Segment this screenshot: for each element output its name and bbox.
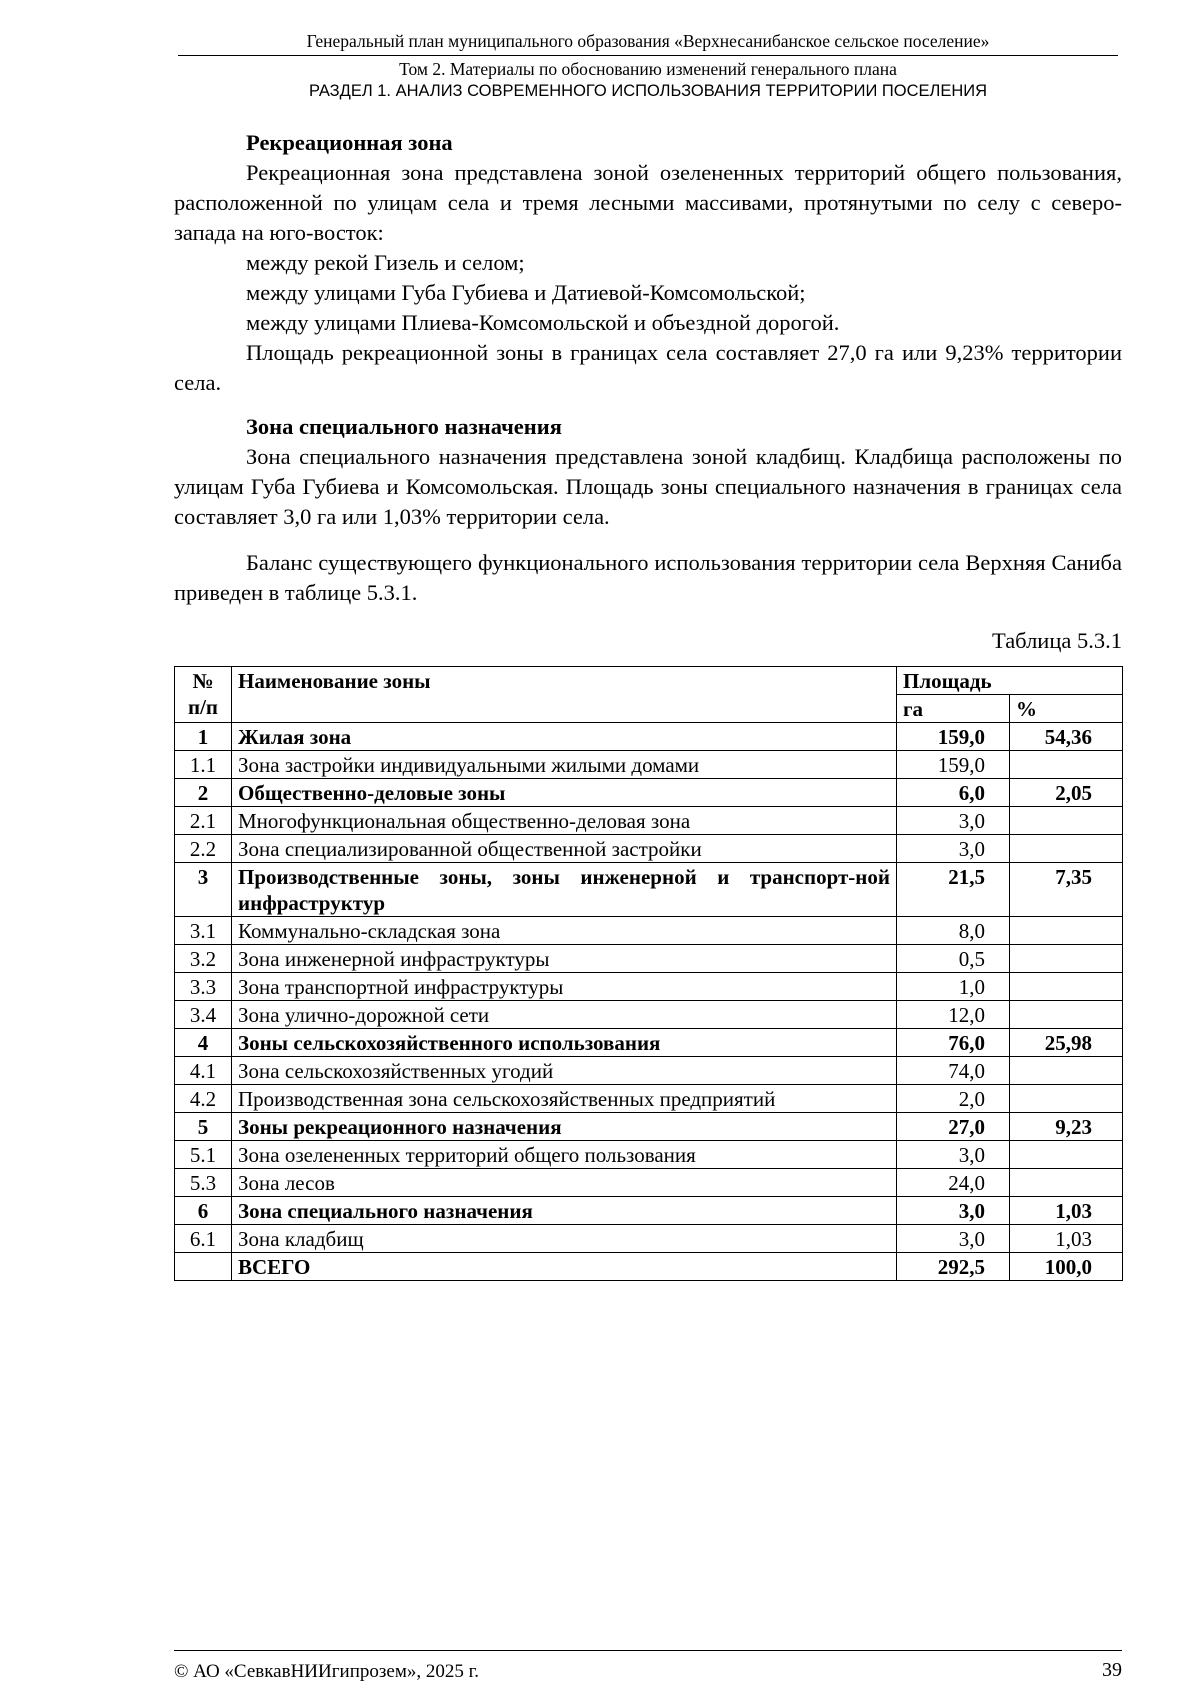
cell-num: 4: [175, 1029, 232, 1057]
cell-pct: 7,35: [1010, 863, 1123, 917]
cell-ha: 24,0: [897, 1169, 1010, 1197]
header-area: Площадь: [897, 667, 1123, 695]
balance-table: [174, 666, 1123, 1281]
table-row: [175, 1057, 1123, 1085]
header-divider: [178, 55, 1118, 56]
cell-num: 2.1: [175, 807, 232, 835]
table-row: [175, 779, 1123, 807]
cell-name: Производственная зона сельскохозяйственных предприятий: [232, 1085, 897, 1113]
table-row: [175, 945, 1123, 973]
table-row: [175, 1141, 1123, 1169]
header-ha: га: [897, 695, 1010, 723]
cell-ha: 8,0: [897, 917, 1010, 945]
cell-ha: 159,0: [897, 723, 1010, 751]
cell-ha: 159,0: [897, 751, 1010, 779]
cell-pct: [1010, 1001, 1123, 1029]
table-row: [175, 973, 1123, 1001]
cell-pct: [1010, 1057, 1123, 1085]
cell-name: Зоны рекреационного назначения: [232, 1113, 897, 1141]
table-row: [175, 807, 1123, 835]
cell-pct: 100,0: [1010, 1253, 1123, 1281]
cell-pct: [1010, 1085, 1123, 1113]
cell-ha: 2,0: [897, 1085, 1010, 1113]
footer-divider: [174, 1650, 1122, 1651]
recreation-item: между улицами Плиева-Комсомольской и объездной дорогой.: [246, 310, 840, 335]
table-row: [175, 1197, 1123, 1225]
table-row: [175, 1001, 1123, 1029]
cell-num: 1: [175, 723, 232, 751]
table-row: [175, 1225, 1123, 1253]
cell-num: 6: [175, 1197, 232, 1225]
cell-name: Зоны сельскохозяйственного использования: [232, 1029, 897, 1057]
cell-num: 5.3: [175, 1169, 232, 1197]
cell-num: 2: [175, 779, 232, 807]
cell-pct: [1010, 807, 1123, 835]
cell-ha: 3,0: [897, 807, 1010, 835]
cell-pct: [1010, 835, 1123, 863]
cell-pct: 1,03: [1010, 1197, 1123, 1225]
table-row: [175, 1029, 1123, 1057]
cell-ha: 6,0: [897, 779, 1010, 807]
cell-pct: [1010, 1169, 1123, 1197]
cell-num: 3.4: [175, 1001, 232, 1029]
cell-pct: [1010, 917, 1123, 945]
table-row: [175, 1169, 1123, 1197]
cell-num: 3.2: [175, 945, 232, 973]
cell-ha: 21,5: [897, 863, 1010, 917]
cell-name: ВСЕГО: [232, 1253, 897, 1281]
cell-num: 3: [175, 863, 232, 917]
cell-name: Жилая зона: [232, 723, 897, 751]
cell-ha: 27,0: [897, 1113, 1010, 1141]
balance-intro: Баланс существующего функционального использования территории села Верхняя Саниба приведен в таблице 5.3.1.: [174, 550, 1122, 605]
table-row: [175, 1253, 1123, 1281]
recreation-area: Площадь рекреационной зоны в границах села составляет 27,0 га или 9,23% территории села.: [174, 340, 1122, 395]
cell-name: Зона транспортной инфраструктуры: [232, 973, 897, 1001]
page-number: 39: [1102, 1659, 1122, 1681]
cell-pct: 1,03: [1010, 1225, 1123, 1253]
cell-name: Производственные зоны, зоны инженерной и транспорт-ной инфраструктур: [232, 863, 897, 917]
recreation-intro: Рекреационная зона представлена зоной озелененных территорий общего пользования, расположенной по улицам села и тремя лесными массивами, протянутыми по селу с северо-запада на юго-восток:: [174, 160, 1122, 245]
header-document-title: Генеральный план муниципального образования «Верхнесанибанское сельское поселение»: [306, 31, 990, 51]
header-name: Наименование зоны: [232, 667, 897, 723]
recreation-item: между рекой Гизель и селом;: [246, 250, 525, 275]
cell-ha: 3,0: [897, 835, 1010, 863]
cell-num: 4.1: [175, 1057, 232, 1085]
table-row: [175, 723, 1123, 751]
cell-pct: [1010, 945, 1123, 973]
cell-ha: 3,0: [897, 1225, 1010, 1253]
cell-pct: 9,23: [1010, 1113, 1123, 1141]
table-row: [175, 1085, 1123, 1113]
recreation-heading: Рекреационная зона: [246, 130, 453, 155]
cell-name: Многофункциональная общественно-деловая зона: [232, 807, 897, 835]
cell-num: 4.2: [175, 1085, 232, 1113]
cell-name: Зона лесов: [232, 1169, 897, 1197]
special-text: Зона специального назначения представлена зоной кладбищ. Кладбища расположены по улицам Губа Губиева и Комсомольская. Площадь зоны специального назначения в границах села составляет 3,0 га или 1,03% территории села.: [174, 444, 1122, 529]
header-volume-title: Том 2. Материалы по обоснованию изменений генерального плана: [399, 59, 897, 79]
cell-pct: [1010, 751, 1123, 779]
table-body: [175, 723, 1123, 1281]
cell-num: 5: [175, 1113, 232, 1141]
table-row: [175, 751, 1123, 779]
cell-pct: 2,05: [1010, 779, 1123, 807]
recreation-item: между улицами Губа Губиева и Датиевой-Комсомольской;: [246, 280, 806, 305]
cell-num: 3.3: [175, 973, 232, 1001]
cell-num: 1.1: [175, 751, 232, 779]
table-row: [175, 863, 1123, 917]
cell-pct: [1010, 1141, 1123, 1169]
cell-pct: [1010, 973, 1123, 1001]
page-body: [174, 128, 1122, 1281]
cell-name: Зона застройки индивидуальными жилыми домами: [232, 751, 897, 779]
header-section-title: РАЗДЕЛ 1. АНАЛИЗ СОВРЕМЕННОГО ИСПОЛЬЗОВАНИЯ ТЕРРИТОРИИ ПОСЕЛЕНИЯ: [308, 82, 988, 100]
cell-name: Зона озелененных территорий общего пользования: [232, 1141, 897, 1169]
cell-ha: 3,0: [897, 1197, 1010, 1225]
footer-copyright: © АО «СевкавНИИгипрозем», 2025 г.: [174, 1661, 479, 1682]
cell-num: [175, 1253, 232, 1281]
header-pct: %: [1010, 695, 1123, 723]
cell-ha: 1,0: [897, 973, 1010, 1001]
cell-ha: 0,5: [897, 945, 1010, 973]
header-num: № п/п: [175, 667, 232, 723]
table-row: [175, 835, 1123, 863]
cell-name: Коммунально-складская зона: [232, 917, 897, 945]
cell-name: Зона кладбищ: [232, 1225, 897, 1253]
cell-pct: 25,98: [1010, 1029, 1123, 1057]
cell-num: 5.1: [175, 1141, 232, 1169]
cell-num: 6.1: [175, 1225, 232, 1253]
cell-ha: 12,0: [897, 1001, 1010, 1029]
cell-ha: 74,0: [897, 1057, 1010, 1085]
cell-ha: 76,0: [897, 1029, 1010, 1057]
table-row: [175, 1113, 1123, 1141]
cell-ha: 3,0: [897, 1141, 1010, 1169]
cell-num: 2.2: [175, 835, 232, 863]
cell-name: Зона инженерной инфраструктуры: [232, 945, 897, 973]
cell-name: Зона специального назначения: [232, 1197, 897, 1225]
cell-ha: 292,5: [897, 1253, 1010, 1281]
table-caption: Таблица 5.3.1: [992, 628, 1122, 653]
table-row: [175, 917, 1123, 945]
special-heading: Зона специального назначения: [246, 414, 562, 439]
cell-name: Зона улично-дорожной сети: [232, 1001, 897, 1029]
cell-pct: 54,36: [1010, 723, 1123, 751]
cell-name: Зона сельскохозяйственных угодий: [232, 1057, 897, 1085]
cell-name: Общественно-деловые зоны: [232, 779, 897, 807]
cell-name: Зона специализированной общественной застройки: [232, 835, 897, 863]
cell-num: 3.1: [175, 917, 232, 945]
